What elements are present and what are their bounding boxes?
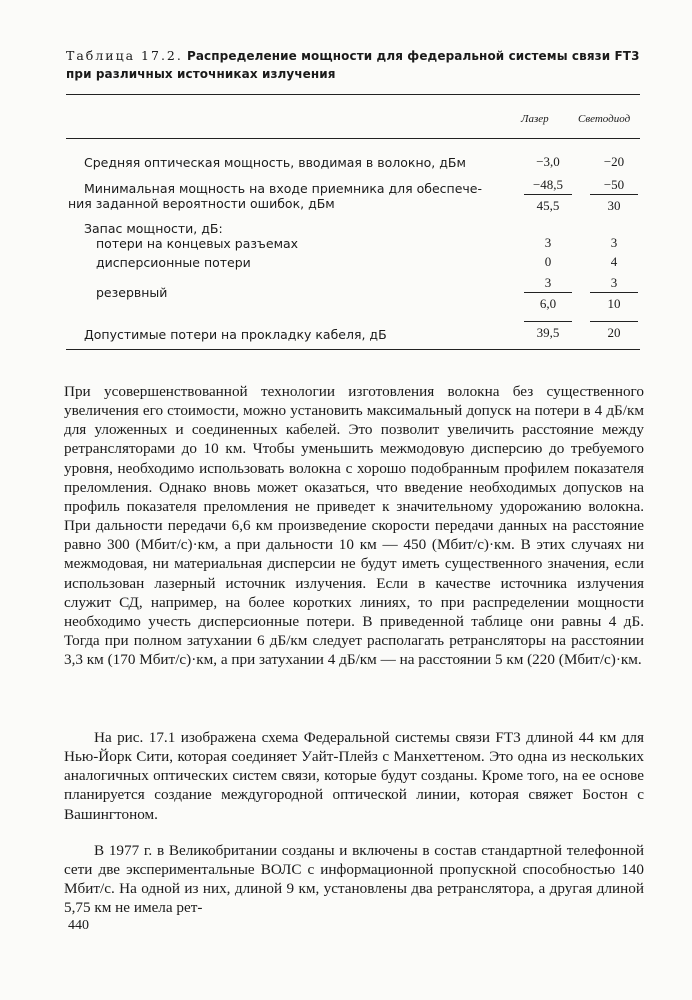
row-avg-power-label: Средняя оптическая мощность, вводимая в волокно, дБм — [84, 155, 466, 170]
row-allowed-laser: 39,5 — [536, 325, 560, 340]
row-margin-total-laser: 6,0 — [539, 296, 557, 311]
caption-title: Распределение мощности для федеральной системы связи FT3 при различных источниках излучения — [66, 49, 640, 81]
row-connector-laser: 3 — [544, 235, 552, 250]
margin-header: Запас мощности, дБ: — [84, 221, 223, 236]
paragraph-3: В 1977 г. в Великобритании созданы и включены в состав стандартной телефонной сети две экспериментальные ВОЛС с информационной пропускной способностью 140 Мбит/с. На одной из них, длиной 9 км, установлены два ретранслятора, а другая длиной 5,75 км не имела рет- — [64, 842, 644, 917]
row-reserve-laser: 3 — [544, 275, 552, 290]
row-avg-power-led: −20 — [603, 154, 625, 169]
table-header-rule — [66, 138, 640, 139]
allowed-rule-laser — [524, 321, 572, 322]
row-dispersion-laser: 0 — [544, 254, 552, 269]
row-min-power-label-1: Минимальная мощность на входе приемника для обеспече- — [84, 181, 482, 196]
row-allowed-led: 20 — [607, 325, 621, 340]
row-reserve-label: резервный — [96, 285, 168, 300]
row-connector-led: 3 — [610, 235, 618, 250]
sum-rule-led — [590, 194, 638, 195]
row-margin-total-led: 10 — [607, 296, 621, 311]
row-diff-laser: 45,5 — [536, 198, 560, 213]
row-min-power-label-2: ния заданной вероятности ошибок, дБм — [68, 196, 335, 211]
row-connector-label: потери на концевых разъемах — [96, 236, 299, 251]
table-bottom-rule — [66, 349, 640, 350]
row-min-power-laser: −48,5 — [532, 177, 564, 192]
caption-label: Таблица 17.2. — [66, 48, 183, 63]
row-reserve-led: 3 — [610, 275, 618, 290]
page-number: 440 — [68, 918, 89, 933]
row-allowed-label: Допустимые потери на прокладку кабеля, дБ — [84, 327, 387, 342]
paragraph-1: При усовершенствованной технологии изготовления волокна без существенного увеличения его стоимости, можно установить максимальный допуск на потери в 4 дБ/км для уложенных и соединенных кабелей. Это позволит увеличить расстояние между ретрансляторами до 10 км. Чтобы уменьшить межмодовую дисперсию до требуемого уровня, необходимо использовать волокна с хорошо подобранным профилем показателя преломления. Однако вновь может оказаться, что введение необходимых допусков на профиль показателя преломления не приведет к значительному удорожанию волокна. При дальности передачи 6,6 км произведение скорости передачи данных на расстояние равно 300 (Мбит/с)·км, а при дальности 10 км — 450 (Мбит/с)·км. В этих случаях ни межмодовая, ни материальная дисперсии не будут иметь существенного значения, если использован лазерный источник излучения. Если в качестве источника излучения служит СД, например, на более коротких линиях, то при распределении мощности необходимо учесть дисперсионные потери. В приведенной таблице они равны 4 дБ. Тогда при полном затухании 6 дБ/км следует располагать ретрансляторы на расстоянии 3,3 км (170 Мбит/с)·км, а при затухании 4 дБ/км — на расстоянии 5 км (220 (Мбит/с)·км. — [64, 383, 644, 669]
sum-rule-laser — [524, 194, 572, 195]
row-dispersion-led: 4 — [610, 254, 618, 269]
row-min-power-led: −50 — [603, 177, 625, 192]
table-caption — [66, 47, 646, 83]
row-dispersion-label: дисперсионные потери — [96, 255, 251, 270]
margin-rule-laser — [524, 292, 572, 293]
row-diff-led: 30 — [607, 198, 621, 213]
paragraph-2: На рис. 17.1 изображена схема Федеральной системы связи FT3 длиной 44 км для Нью-Йорк Сити, которая соединяет Уайт-Плейз с Манхеттеном. Это одна из нескольких аналогичных оптических систем связи, которые будут созданы. Кроме того, на ее основе планируется создание междугородной оптической линии, которая свяжет Бостон с Вашингтоном. — [64, 729, 644, 823]
column-header-laser: Лазер — [521, 113, 549, 125]
table-top-rule — [66, 94, 640, 95]
margin-rule-led — [590, 292, 638, 293]
allowed-rule-led — [590, 321, 638, 322]
row-avg-power-laser: −3,0 — [536, 154, 560, 169]
column-header-led: Светодиод — [578, 113, 631, 125]
